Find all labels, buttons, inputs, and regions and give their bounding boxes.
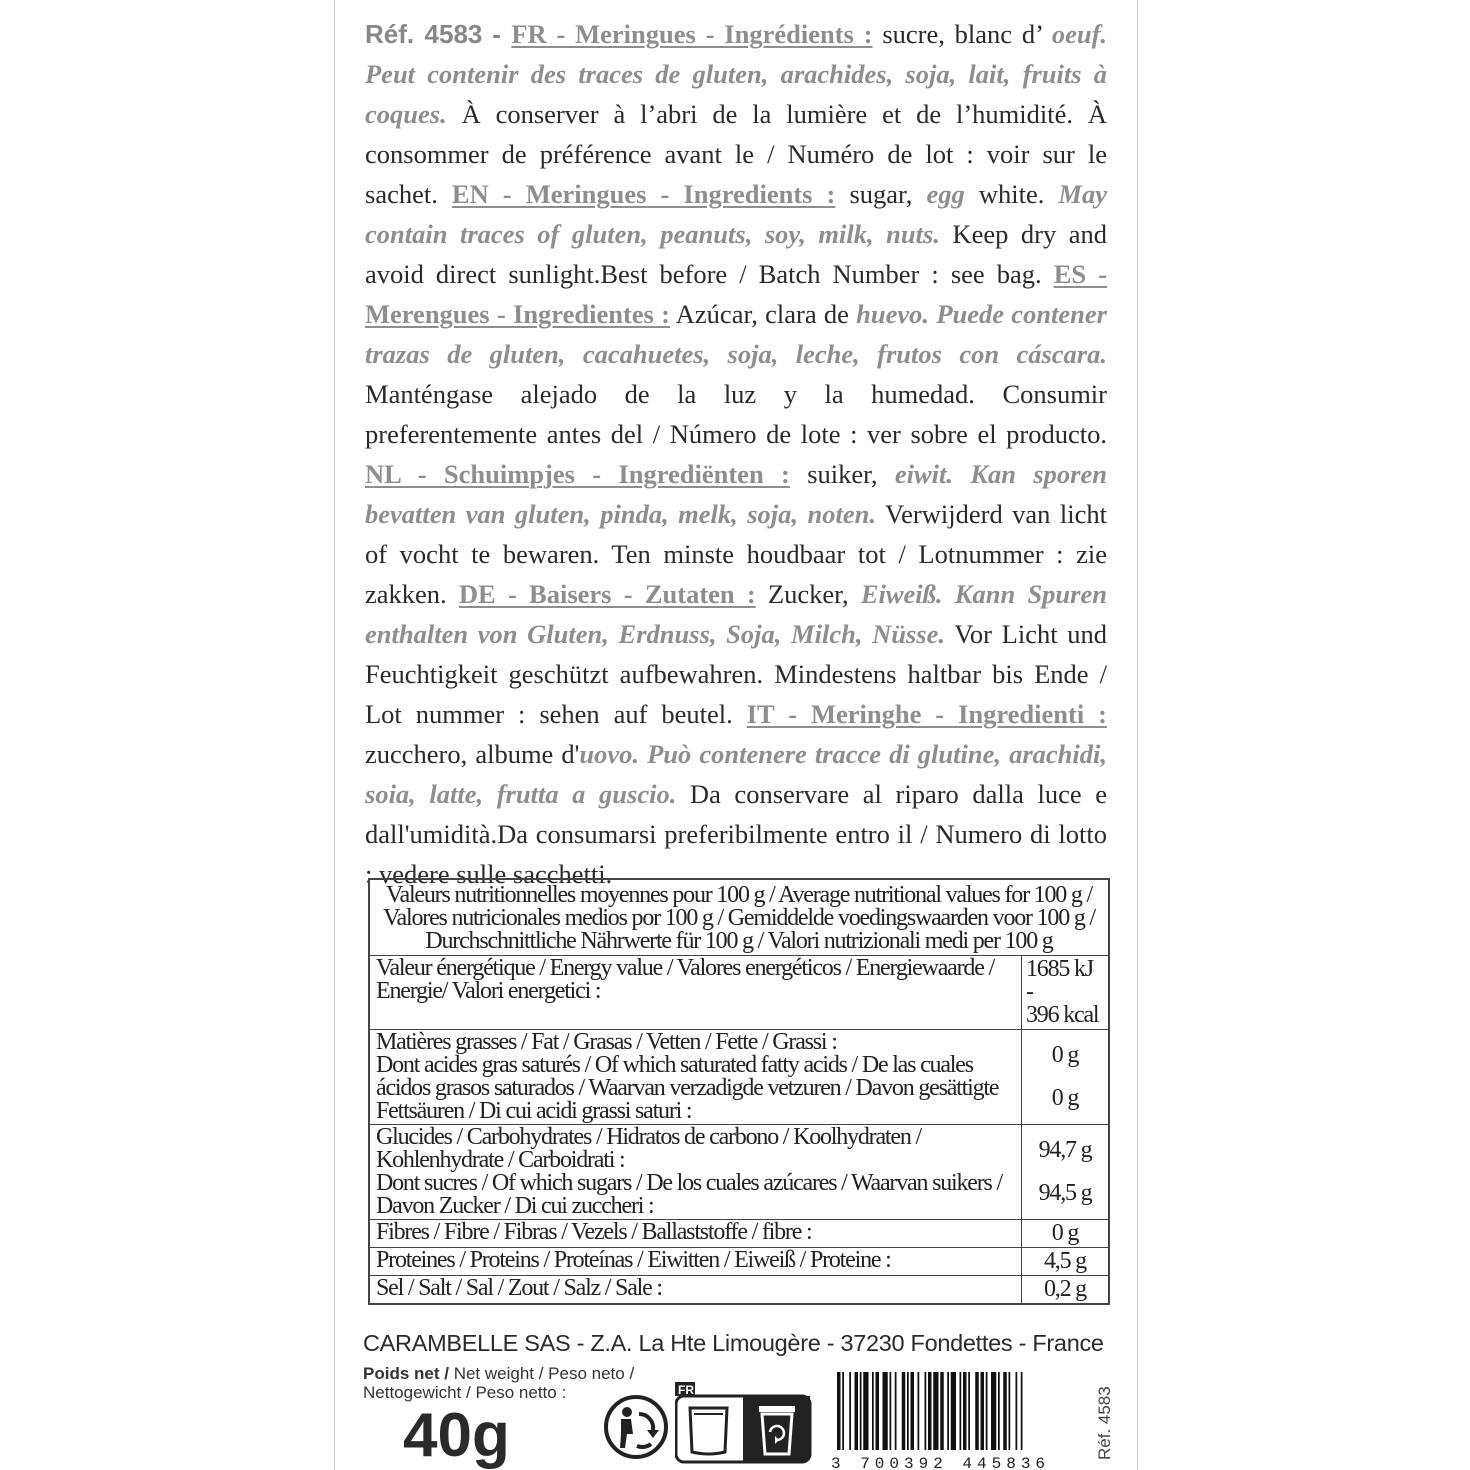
barcode-bar [947,1372,949,1450]
barcode-bar [842,1372,844,1450]
barcode-bar [895,1372,897,1450]
nl-heading: NL - Schuimpjes - Ingrediënten : [365,459,790,489]
carbohydrate-values: 94,7 g 94,5 g [1022,1125,1110,1220]
barcode-bar [933,1372,938,1450]
fr-heading: FR - Meringues - Ingrédients : [511,19,873,49]
fat-label: Matières grasses / Fat / Grasas / Vetten / Fette / Grassi : Dont acides gras saturés / Of which saturated fatty acids / De las cuales ácidos grasos saturados / Waarvan verzadigde vetzuren / Davon gesättigte Fettsäuren / Di cui acidi grassi saturi : [369,1030,1022,1125]
barcode-bar [1016,1372,1018,1450]
protein-value: 4,5 g [1022,1248,1110,1276]
barcode-bar [907,1372,909,1450]
barcode-bar [876,1372,880,1450]
it-allergens: uovo. Può contenere tracce di glutine, arachidi, soia, latte, frutta a guscio. [365,739,1107,809]
reference: Réf. 4583 [365,19,483,49]
barcode-bar [918,1372,920,1450]
it-heading: IT - Meringhe - Ingredienti : [746,699,1107,729]
barcode-bar [902,1372,906,1450]
net-weight: 40g [403,1401,510,1470]
fat-values: 0 g 0 g [1022,1030,1110,1125]
pack-country-code: FR [678,1383,694,1397]
barcode-bar [998,1372,1000,1450]
fibre-value: 0 g [1022,1220,1110,1248]
barcode-bar [960,1372,962,1450]
barcode-bar [991,1372,996,1450]
de-allergens: Eiweiß. Kann Spuren enthalten von Gluten, Erdnuss, Soja, Milch, Nüsse. [365,579,1107,649]
carbohydrate-label: Glucides / Carbohydrates / Hidratos de carbono / Koolhydraten / Kohlenhydrate / Carboidrati : Dont sucres / Of which sugars / De los cuales azúcares / Waarvan suikers / Davon Zucker / Di cui zuccheri : [369,1125,1022,1220]
protein-label: Proteines / Proteins / Proteínas / Eiwitten / Eiweiß / Proteine : [369,1248,1022,1276]
barcode-bar [968,1372,970,1450]
nutrition-table [368,878,1110,1305]
barcode-bar [872,1372,874,1450]
es-allergens: huevo. Puede contener trazas de gluten, cacahuetes, soja, leche, frutos con cáscara. [365,299,1107,369]
barcode-bar [849,1372,851,1450]
energy-value: 1685 kJ - 396 kcal [1022,956,1110,1030]
barcode-bar [855,1372,859,1450]
es-heading: ES - Merengues - Ingredientes : [365,259,1107,329]
pack-pouch-icon [675,1382,815,1464]
product-label [334,0,1138,1470]
fibre-label: Fibres / Fibre / Fibras / Vezels / Ballaststoffe / fibre : [369,1220,1022,1248]
ingredients-text: Réf. 4583 - FR - Meringues - Ingrédients : sucre, blanc d’ oeuf. Peut contenir des traces de gluten, arachides, soja, lait, fruits à coques. À conserver à l’abri de la lumière et de l’humidité. À consommer de préférence avant le / Numéro de lot : voir sur le sachet. EN - Meringues - Ingredients : sugar, egg white. May contain traces of gluten, peanuts, soy, milk, nuts. Keep dry and avoid direct sunlight.Best before / Batch Number : see bag. ES - Merengues - Ingredientes : Azúcar, clara de huevo. Puede contener trazas de gluten, cacahuetes, soja, leche, frutos con cáscara. Manténgase alejado de la luz y la humedad. Consumir preferentemente antes del / Número de lote : ver sobre el producto. NL - Schuimpjes - Ingrediënten : suiker, eiwit. Kan sporen bevatten van gluten, pinda, melk, soja, noten. Verwijderd van licht of vocht te bewaren. Ten minste houdbaar tot / Lotnummer : zie zakken. DE - Baisers - Zutaten : Zucker, Eiweiß. Kann Spuren enthalten von Gluten, Erdnuss, Soja, Milch, Nüsse. Vor Licht und Feuchtigkeit geschützt aufbewahren. Mindestens haltbar bis Ende / Lot nummer : sehen auf beutel. IT - Meringhe - Ingredienti : zucchero, albume d'uovo. Può contenere tracce di glutine, arachidi, soia, latte, frutta a guscio. Da conservare al riparo dalla luce e dall'umidità.Da consumarsi preferibilmente entro il / Numero di lotto : vedere sulle sacchetti. [365,19,1108,889]
nutrition-header: Valeurs nutritionnelles moyennes pour 100 g / Average nutritional values for 100 g / Valores nutricionales medios por 100 g / Gemiddelde voedingswaarden voor 100 g / Durchschnittliche Nährwerte für 100 g / Valori nutrizionali medi per 100 g [369,879,1109,956]
barcode-bar [981,1372,985,1450]
barcode-bar [837,1372,841,1450]
barcode-bar [890,1372,892,1450]
barcode-bar [928,1372,932,1450]
company-address: CARAMBELLE SAS - Z.A. La Hte Limougère - 37230 Fondettes - France [363,1330,1104,1356]
de-heading: DE - Baisers - Zutaten : [458,579,756,609]
barcode-bar [963,1372,967,1450]
barcode-bar [940,1372,944,1450]
fr-allergens: oeuf. Peut contenir des traces de gluten, arachides, soja, lait, fruits à coques. [365,19,1108,129]
sugar-label: Dont sucres / Of which sugars / De los cuales azúcares / Waarvan suikers / Davon Zucker / Di cui zuccheri : [376,1170,1002,1219]
barcode-bar [1009,1372,1011,1450]
nl-allergens: eiwit. Kan sporen bevatten van gluten, pinda, melk, soja, noten. [365,459,1107,529]
barcode-bar [863,1372,868,1450]
net-weight-label: Poids net / Net weight / Peso neto / Nettogewicht / Peso netto : [363,1364,635,1402]
barcode-bar [1003,1372,1007,1450]
barcode-bar [883,1372,888,1450]
barcode-bar [975,1372,979,1450]
en-allergen-egg: egg [926,179,965,209]
barcode-bar [860,1372,862,1450]
energy-label: Valeur énergétique / Energy value / Valores energéticos / Energiewaarde / Energie/ Valori energetici : [369,956,1022,1030]
barcode-bar [1021,1372,1023,1450]
barcode-digits: 3 700392 445836 [831,1455,1051,1470]
triman-icon [603,1394,669,1460]
barcode [831,1370,1089,1470]
saturated-fat-label: Dont acides gras saturés / Of which saturated fatty acids / De las cuales ácidos grasos saturados / Waarvan verzadigde vetzuren / Davon gesättigte Fettsäuren / Di cui acidi grassi saturi : [376,1052,999,1124]
en-heading: EN - Meringues - Ingredients : [451,179,836,209]
barcode-bar [951,1372,956,1450]
barcode-bar [986,1372,988,1450]
barcode-bar [925,1372,927,1450]
salt-label: Sel / Salt / Sal / Zout / Salz / Sale : [369,1276,1022,1305]
reference-vertical: Réf. 4583 [1095,1386,1114,1460]
en-allergens: May contain traces of gluten, peanuts, soy, milk, nuts. [365,179,1107,249]
barcode-bar [911,1372,915,1450]
salt-value: 0,2 g [1022,1276,1110,1305]
